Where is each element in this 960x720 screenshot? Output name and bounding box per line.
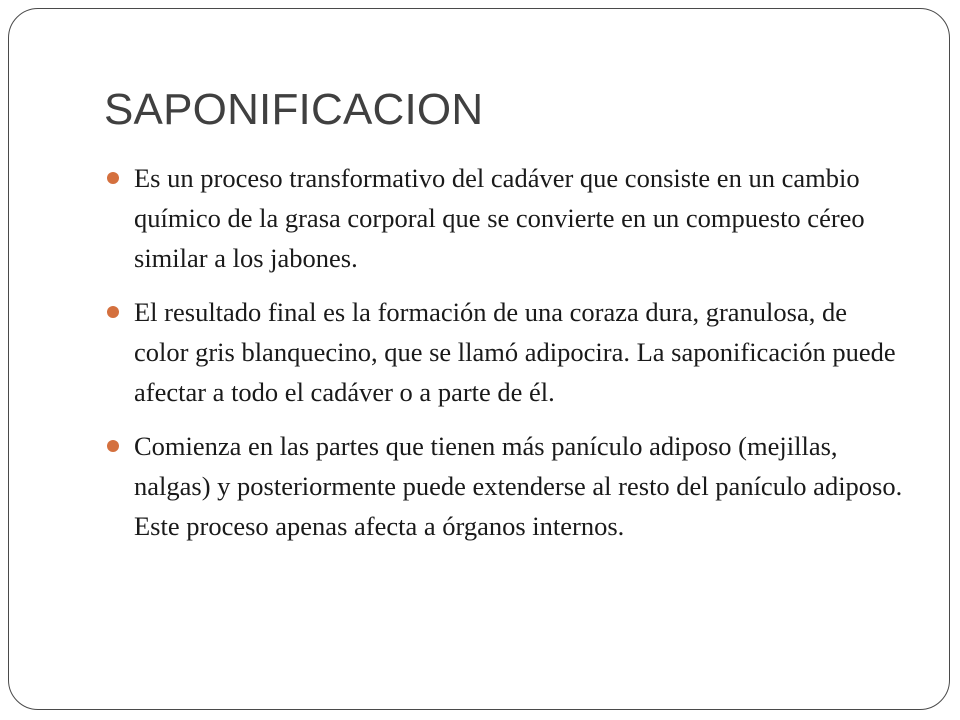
bullet-dot-icon [107, 306, 119, 318]
bullet-text: Comienza en las partes que tienen más panículo adiposo (mejillas, nalgas) y posteriormente puede extenderse al resto del panículo adiposo. Este proceso apenas afecta a órganos internos. [134, 431, 903, 541]
bullet-dot-icon [107, 172, 119, 184]
bullet-text: Es un proceso transformativo del cadáver que consiste en un cambio químico de la grasa corporal que se convierte en un compuesto céreo similar a los jabones. [134, 163, 865, 273]
bullet-item [104, 426, 904, 546]
bullet-text: El resultado final es la formación de una coraza dura, granulosa, de color gris blanquecino, que se llamó adipocira. La saponificación puede afectar a todo el cadáver o a parte de él. [134, 297, 896, 407]
bullet-list [104, 158, 904, 560]
bullet-item [104, 158, 904, 278]
bullet-dot-icon [107, 440, 119, 452]
slide-title: SAPONIFICACION [104, 85, 484, 134]
bullet-item [104, 292, 904, 412]
